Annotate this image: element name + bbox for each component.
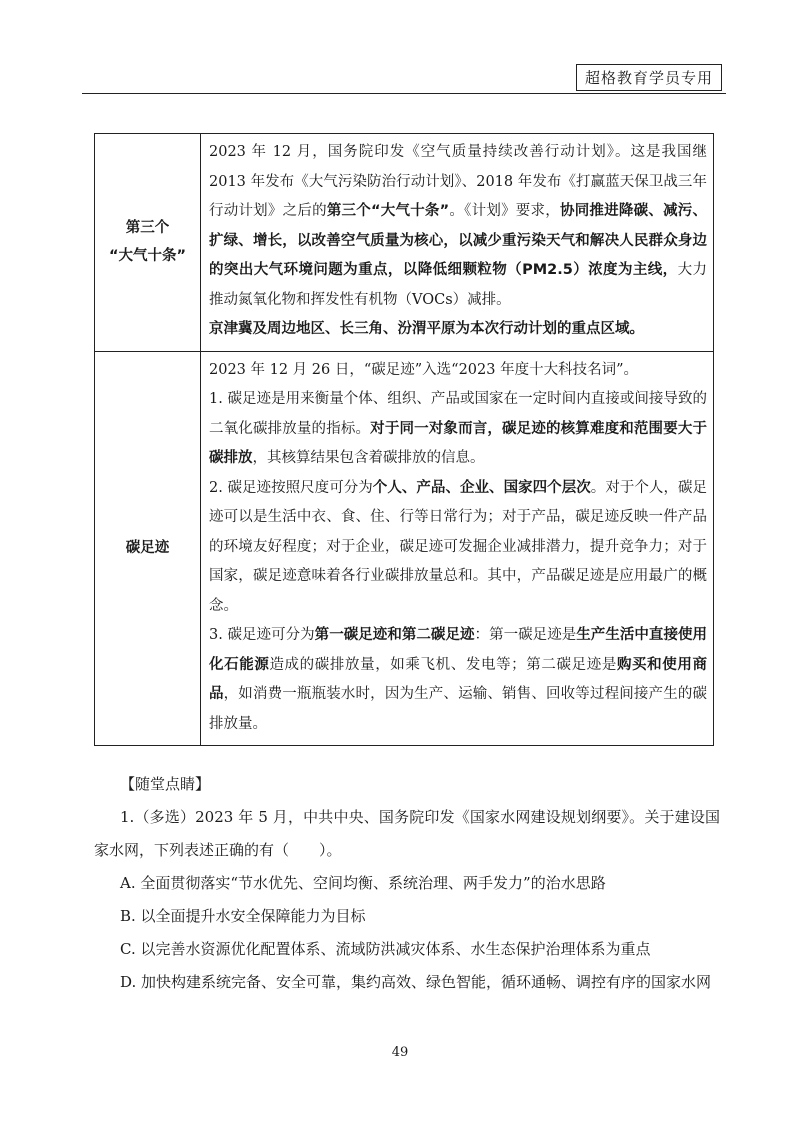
bold-text: 第一碳足迹和第二碳足迹 <box>314 627 475 643</box>
text-span: ，其核算结果包含着碳排放的信息。 <box>252 450 485 466</box>
page-number: 49 <box>391 1045 409 1060</box>
text-span: ：第一碳足迹是 <box>474 627 577 643</box>
term-cell <box>95 351 201 746</box>
text-span: 大力推动氮氧化物和挥发性有机物（VOCs）减排。 <box>209 262 708 308</box>
content-paragraph <box>209 315 707 345</box>
content-cell <box>201 134 714 352</box>
text-span: 造成的碳排放量，如乘飞机、发电等；第二碳足迹是 <box>269 656 617 673</box>
bold-text: 个人、产品、企业、国家四个层次 <box>372 479 591 496</box>
question-text: 1.（多选）2023 年 5 月，中共中央、国务院印发《国家水网建设规划纲要》。关于建设国家水网，下列表述正确的有（ ）。 <box>94 808 720 859</box>
content-paragraph <box>209 138 707 315</box>
knowledge-table <box>94 133 714 746</box>
practice-heading: 【随堂点睛】 <box>120 775 211 793</box>
term-label: 第三个 <box>125 220 170 237</box>
bold-text: 对于同一对象而言，碳足迹的核算难度和范围要大于碳排放 <box>209 420 708 466</box>
content-paragraph <box>209 385 707 474</box>
bold-text: 协同推进降碳、减污、扩绿、增长，以改善空气质量为核心，以减少重污染天气和解决人民群众身边的突出大气环境问题为重点，以降低细颗粒物（PM2.5）浓度为主线， <box>209 203 708 278</box>
option-d: D. 加快构建系统完备、安全可靠，集约高效、绿色智能，循环通畅、调控有序的国家水网 <box>120 973 712 991</box>
header-rule <box>82 93 726 94</box>
text-span: 。对于个人，碳足迹可以是生活中衣、食、住、行等日常行为；对于产品，碳足迹反映一件产品的环境友好程度；对于企业，碳足迹可发掘企业减排潜力，提升竞争力；对于国家，碳足迹意味着各行业碳排放量总和。其中，产品碳足迹是应用最广的概念。 <box>209 479 708 614</box>
bold-text: 第三个“大气十条” <box>326 203 450 219</box>
content-cell <box>201 351 714 746</box>
bold-text: 京津冀及周边地区、长三角、汾渭平原为本次行动计划的重点区域。 <box>209 321 644 337</box>
content-paragraph: 2023 年 12 月 26 日，“碳足迹”入选“2023 年度十大科技名词”。 <box>209 361 639 378</box>
bold-text: 生产生活中直接使用化石能源 <box>209 627 708 673</box>
text-span: ，如消费一瓶瓶装水时，因为生产、运输、销售、回收等过程间接产生的碳排放量。 <box>209 686 708 732</box>
term-label: 碳足迹 <box>125 540 170 557</box>
text-span: 2. 碳足迹按照尺度可分为 <box>209 479 373 496</box>
option-b: B. 以全面提升水安全保障能力为目标 <box>120 907 366 925</box>
term-cell <box>95 134 201 352</box>
text-span: 。《计划》要求， <box>449 203 560 219</box>
option-a: A. 全面贯彻落实“节水优先、空间均衡、系统治理、两手发力”的治水思路 <box>120 874 606 892</box>
text-span: 3. 碳足迹可分为 <box>209 627 315 643</box>
table-row <box>95 351 714 746</box>
header-tag: 超格教育学员专用 <box>576 64 722 91</box>
text-span: 1. 碳足迹是用来衡量个体、组织、产品或国家在一定时间内直接或间接导致的二氧化碳排放量的指标。 <box>209 391 707 437</box>
content-paragraph <box>209 474 707 622</box>
option-c: C. 以完善水资源优化配置体系、流域防洪减灾体系、水生态保护治理体系为重点 <box>120 940 651 958</box>
practice-section <box>94 768 720 999</box>
table-row <box>95 134 714 352</box>
content-paragraph <box>209 621 707 739</box>
bold-text: 购买和使用商品 <box>209 656 707 702</box>
term-label: “大气十条” <box>108 248 187 265</box>
text-span: 2023 年 12 月，国务院印发《空气质量持续改善行动计划》。这是我国继 2013 年发布《大气污染防治行动计划》、2018 年发布《打赢蓝天保卫战三年行动计划》之后的 <box>209 144 707 219</box>
